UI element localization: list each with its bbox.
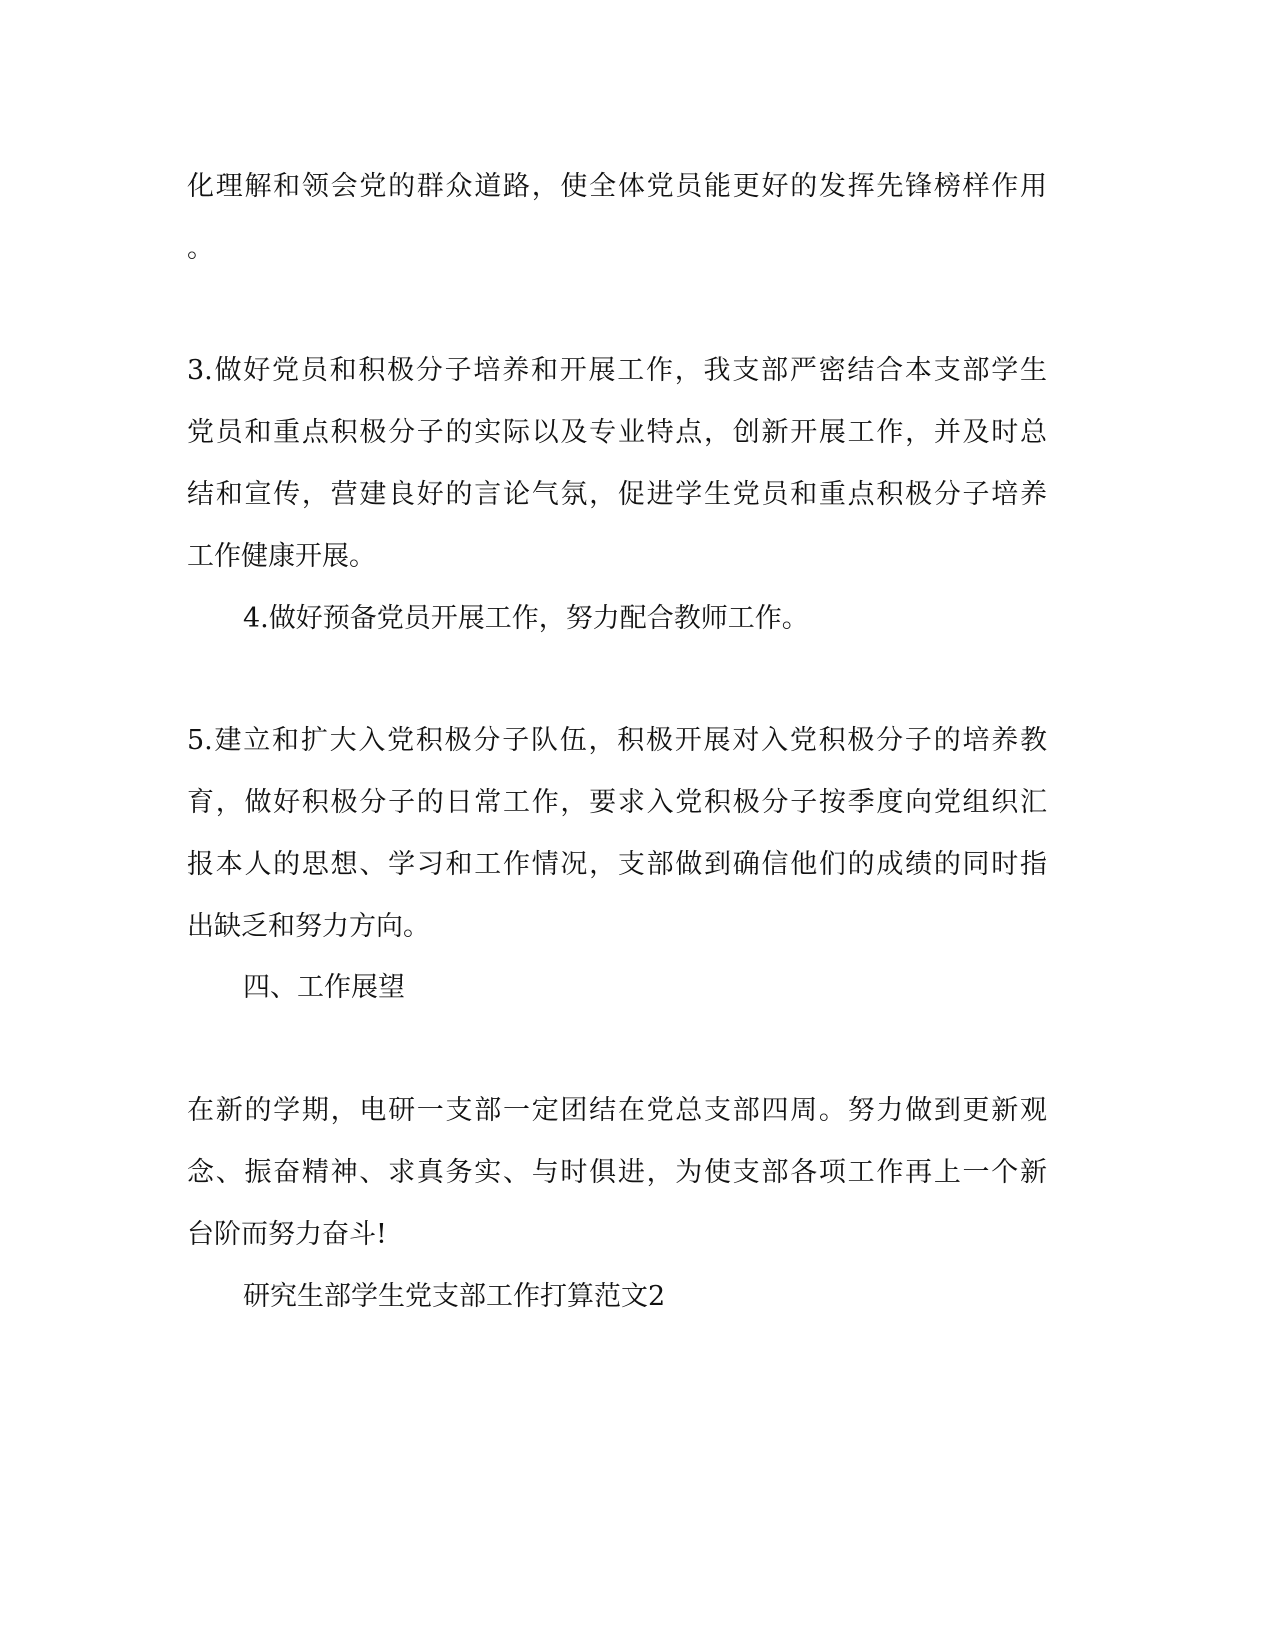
paragraph-line: 化理解和领会党的群众道路，使全体党员能更好的发挥先锋榜样作用	[187, 171, 1047, 202]
paragraph-line: 工作健康开展。	[187, 541, 376, 572]
section-heading: 四、工作展望	[243, 972, 405, 1003]
paragraph-line: 3.做好党员和积极分子培养和开展工作，我支部严密结合本支部学生	[187, 355, 1047, 386]
paragraph-line: 育，做好积极分子的日常工作，要求入党积极分子按季度向党组织汇	[187, 787, 1047, 818]
paragraph-line: 结和宣传，营建良好的言论气氛，促进学生党员和重点积极分子培养	[187, 479, 1047, 510]
paragraph-line: 党员和重点积极分子的实际以及专业特点，创新开展工作，并及时总	[187, 417, 1047, 448]
paragraph-line: 出缺乏和努力方向。	[187, 911, 430, 942]
paragraph-line: 念、振奋精神、求真务实、与时俱进，为使支部各项工作再上一个新	[187, 1157, 1047, 1188]
paragraph-line: 5.建立和扩大入党积极分子队伍，积极开展对入党积极分子的培养教	[187, 725, 1047, 756]
paragraph-line: 4.做好预备党员开展工作，努力配合教师工作。	[243, 603, 809, 634]
paragraph-line: 在新的学期，电研一支部一定团结在党总支部四周。努力做到更新观	[187, 1095, 1047, 1126]
paragraph-line: 报本人的思想、学习和工作情况，支部做到确信他们的成绩的同时指	[187, 849, 1047, 880]
paragraph-line: 。	[187, 233, 214, 264]
paragraph-line: 台阶而努力奋斗!	[187, 1219, 387, 1250]
document-subtitle: 研究生部学生党支部工作打算范文2	[243, 1281, 666, 1312]
